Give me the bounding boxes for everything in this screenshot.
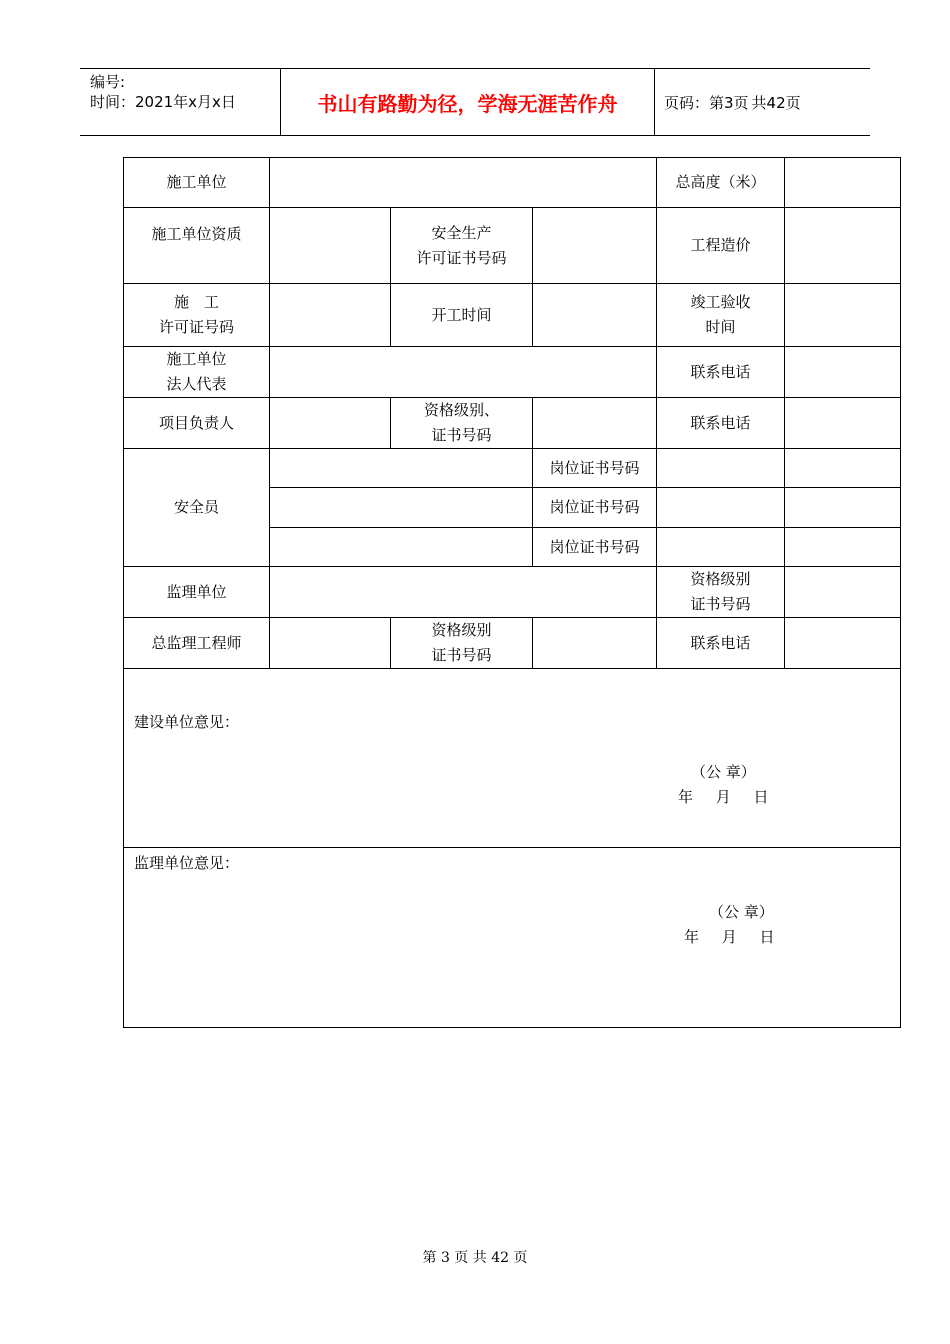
leader-qualification-value[interactable] [533, 398, 657, 449]
safety-officer-label: 安全员 [124, 449, 270, 567]
post-cert-value-2a[interactable] [657, 488, 785, 528]
start-time-label: 开工时间 [391, 284, 533, 347]
supervision-unit-label: 监理单位 [124, 567, 270, 618]
legal-rep-phone-value[interactable] [785, 347, 901, 398]
builder-opinion-box[interactable] [124, 669, 901, 848]
post-cert-label-3: 岗位证书号码 [533, 528, 657, 567]
completion-label [657, 284, 785, 347]
chief-qual-line2: 证书号码 [431, 646, 492, 664]
post-cert-value-1b[interactable] [785, 449, 901, 488]
legal-rep-label [124, 347, 270, 398]
page-header [80, 68, 870, 136]
safety-officer-name-1[interactable] [270, 449, 533, 488]
legal-rep-line1: 施工单位 [166, 350, 227, 368]
completion-line2: 时间 [705, 318, 736, 336]
page-footer: 第 3 页 共 42 页 [422, 1250, 528, 1266]
project-cost-label: 工程造价 [657, 208, 785, 284]
leader-phone-value[interactable] [785, 398, 901, 449]
safety-license-line1: 安全生产 [431, 223, 492, 242]
supervision-qual-label [657, 567, 785, 618]
total-height-value[interactable] [785, 158, 901, 208]
construction-permit-value[interactable] [270, 284, 391, 347]
post-cert-value-1a[interactable] [657, 449, 785, 488]
chief-phone-label: 联系电话 [657, 618, 785, 669]
supervision-qual-line1: 资格级别 [690, 570, 751, 588]
legal-rep-line2: 法人代表 [166, 375, 227, 393]
chief-qual-line1: 资格级别 [431, 621, 492, 639]
leader-qualification-label [391, 398, 533, 449]
chief-supervisor-label: 总监理工程师 [124, 618, 270, 669]
safety-license-value[interactable] [533, 208, 657, 284]
supervisor-opinion-box[interactable] [124, 848, 901, 1028]
legal-rep-value[interactable] [270, 347, 657, 398]
completion-line1: 竣工验收 [690, 293, 751, 311]
start-time-value[interactable] [533, 284, 657, 347]
supervisor-seal: （公 章） [709, 903, 774, 921]
project-leader-label: 项目负责人 [124, 398, 270, 449]
header-motto: 书山有路勤为径，学海无涯苦作舟 [281, 69, 655, 135]
supervision-qual-value[interactable] [785, 567, 901, 618]
post-cert-value-3a[interactable] [657, 528, 785, 567]
time-label: 时间：2021年x月x日 [90, 93, 236, 111]
supervisor-date: 年 月 日 [684, 928, 775, 946]
chief-qual-value[interactable] [533, 618, 657, 669]
page-label: 页码：第3页 [664, 93, 749, 112]
legal-rep-phone-label: 联系电话 [657, 347, 785, 398]
project-leader-value[interactable] [270, 398, 391, 449]
post-cert-value-3b[interactable] [785, 528, 901, 567]
safety-license-label [391, 208, 533, 284]
chief-supervisor-value[interactable] [270, 618, 391, 669]
leader-phone-label: 联系电话 [657, 398, 785, 449]
leader-qual-line2: 证书号码 [431, 426, 492, 444]
unit-qualification-value[interactable] [270, 208, 391, 284]
post-cert-value-2b[interactable] [785, 488, 901, 528]
construction-permit-label [124, 284, 270, 347]
safety-license-line2: 许可证书号码 [416, 248, 507, 267]
chief-qual-label [391, 618, 533, 669]
serial-label: 编号: [90, 73, 126, 91]
leader-qual-line1: 资格级别、 [423, 401, 499, 419]
project-cost-value[interactable] [785, 208, 901, 284]
construction-unit-label: 施工单位 [124, 158, 270, 208]
construction-permit-line1: 施 工 [173, 293, 219, 311]
total-height-label: 总高度（米） [657, 158, 785, 208]
header-page-info [655, 69, 870, 135]
chief-phone-value[interactable] [785, 618, 901, 669]
construction-permit-line2: 许可证号码 [158, 318, 234, 336]
builder-opinion-label: 建设单位意见： [134, 713, 240, 731]
registration-form-table [123, 157, 901, 1028]
header-meta [80, 69, 281, 135]
supervision-qual-line2: 证书号码 [690, 595, 751, 613]
builder-date: 年 月 日 [678, 788, 769, 806]
construction-unit-value[interactable] [270, 158, 657, 208]
safety-officer-name-2[interactable] [270, 488, 533, 528]
supervisor-opinion-label: 监理单位意见： [134, 854, 240, 872]
unit-qualification-label: 施工单位资质 [124, 208, 270, 284]
safety-officer-name-3[interactable] [270, 528, 533, 567]
post-cert-label-2: 岗位证书号码 [533, 488, 657, 528]
post-cert-label-1: 岗位证书号码 [533, 449, 657, 488]
supervision-unit-value[interactable] [270, 567, 657, 618]
total-label: 共42页 [751, 93, 801, 112]
completion-value[interactable] [785, 284, 901, 347]
builder-seal: （公 章） [691, 763, 756, 781]
